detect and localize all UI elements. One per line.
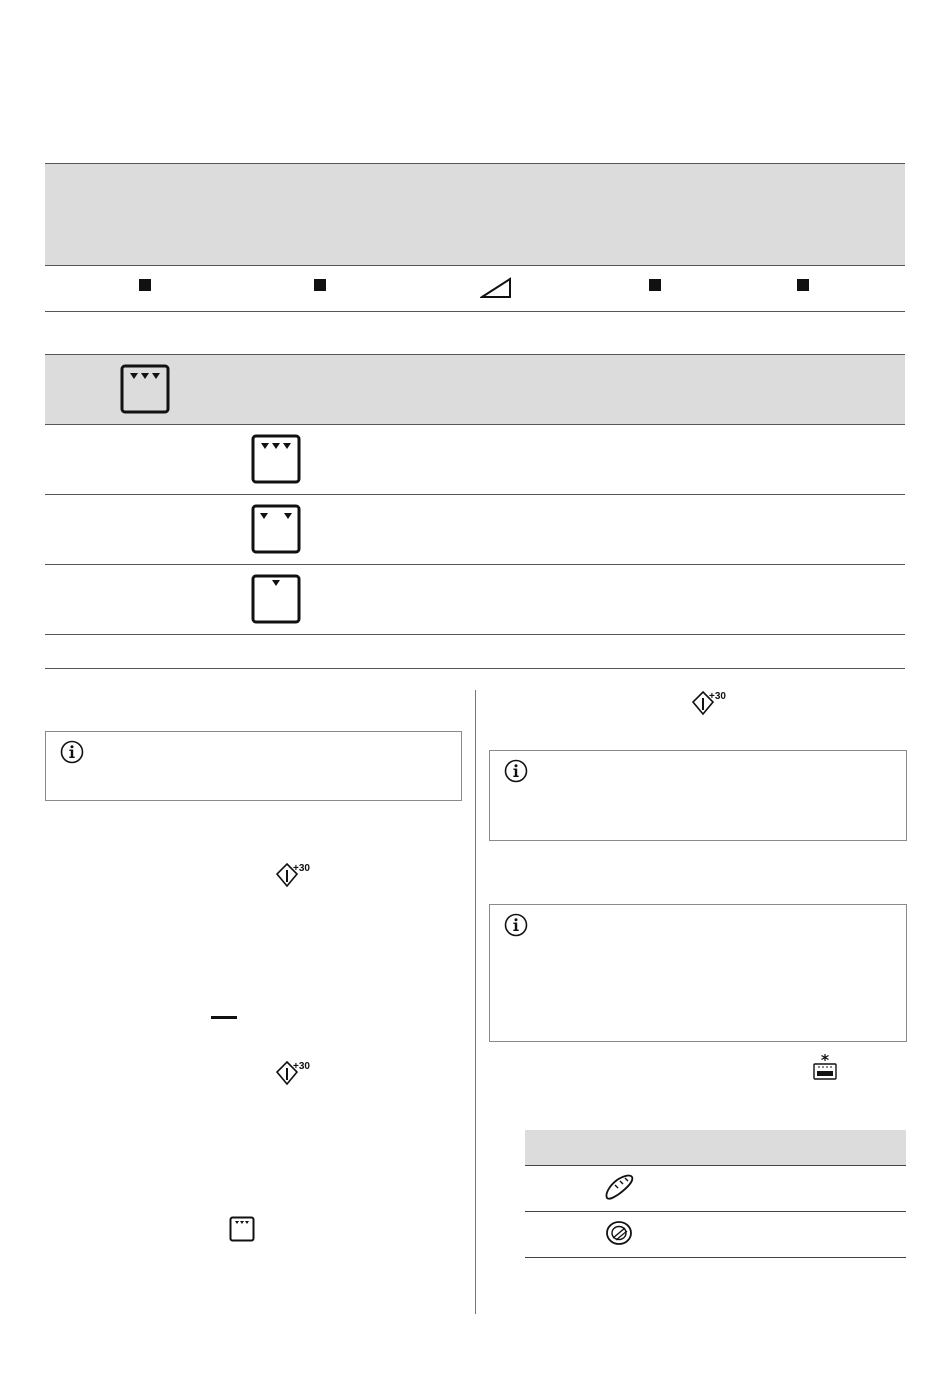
food-table-rule-1 <box>525 1165 906 1166</box>
indicator-triangle-icon <box>480 277 512 299</box>
indicator-row-rule <box>45 311 905 312</box>
oven-zone-icon <box>229 1216 255 1242</box>
roast-icon <box>604 1218 634 1248</box>
boost-plus-30-icon <box>274 860 310 890</box>
boost-label: +30 <box>709 691 726 702</box>
oven-three-zone-icon <box>251 434 301 484</box>
food-table-rule-2 <box>525 1211 906 1212</box>
bread-icon <box>603 1172 635 1202</box>
auto-mode-icon <box>811 1053 839 1081</box>
oven-three-zone-icon <box>120 364 170 414</box>
info-icon <box>504 913 528 937</box>
info-icon <box>504 759 528 783</box>
column-divider <box>475 690 476 1314</box>
table-header-band <box>45 163 905 265</box>
indicator-square-2 <box>314 279 326 291</box>
table-bottom-rule <box>45 668 905 669</box>
oven-two-zone-icon <box>251 504 301 554</box>
zone-row-rule-2 <box>45 494 905 495</box>
indicator-square-3 <box>649 279 661 291</box>
food-table-rule-3 <box>525 1257 906 1258</box>
boost-plus-30-icon <box>690 688 726 718</box>
table-header-rule <box>45 265 905 266</box>
indicator-square-1 <box>139 279 151 291</box>
boost-plus-30-icon <box>274 1058 310 1088</box>
info-note-right-1 <box>489 750 907 841</box>
oven-one-zone-icon <box>251 574 301 624</box>
zone-top-rule <box>45 354 905 355</box>
zone-row-rule-3 <box>45 564 905 565</box>
food-table-header <box>525 1130 906 1165</box>
zone-row-rule-4 <box>45 634 905 635</box>
dash-mark <box>211 1016 237 1019</box>
boost-label: +30 <box>293 863 310 874</box>
zone-header-band <box>45 354 905 424</box>
zone-row-rule-1 <box>45 424 905 425</box>
info-icon <box>60 740 84 764</box>
table-top-rule <box>45 163 905 164</box>
indicator-square-4 <box>797 279 809 291</box>
info-note-left <box>45 731 462 801</box>
boost-label: +30 <box>293 1061 310 1072</box>
info-note-right-2 <box>489 904 907 1042</box>
